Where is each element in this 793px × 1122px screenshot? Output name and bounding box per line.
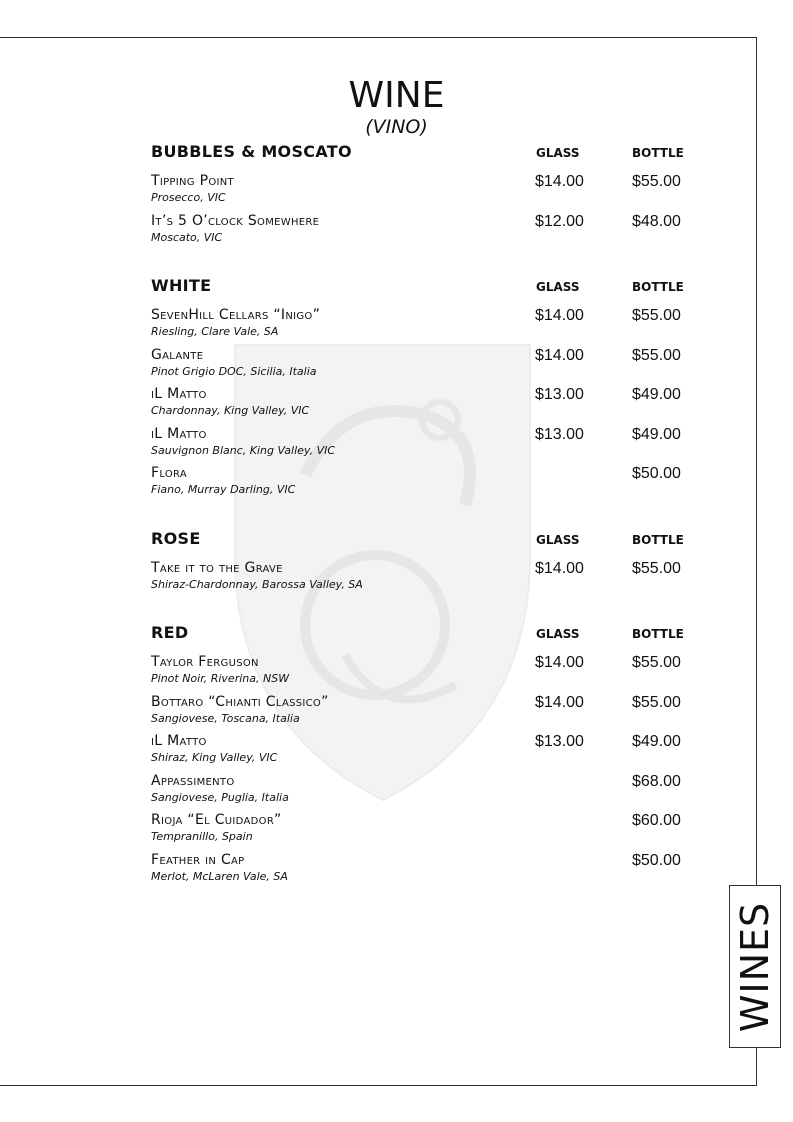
glass-price: $12.00 [535, 212, 584, 230]
glass-column-header: GLASS [536, 627, 580, 641]
section-header [151, 142, 711, 164]
wine-name: Rioja “El Cuidador” [151, 812, 282, 829]
section-header [151, 529, 711, 551]
section-title: BUBBLES & MOSCATO [151, 142, 352, 161]
glass-column-header: GLASS [536, 280, 580, 294]
bottle-price: $50.00 [632, 851, 681, 869]
wine-description: Sangiovese, Toscana, Italia [151, 711, 300, 725]
wine-name: Bottaro “Chianti Classico” [151, 693, 329, 710]
wine-name: Galante [151, 346, 204, 363]
wine-description: Chardonnay, King Valley, VIC [151, 404, 310, 418]
wine-name: Appassimento [151, 772, 235, 789]
bottle-price: $55.00 [632, 560, 681, 577]
wine-item [151, 347, 711, 387]
wine-item [151, 852, 711, 892]
glass-price: $13.00 [535, 425, 584, 443]
menu-subtitle: (VINO) [365, 116, 428, 138]
wine-description: Pinot Noir, Riverina, NSW [151, 672, 290, 685]
wine-name: It’s 5 O’clock Somewhere [151, 212, 320, 229]
wine-description: Sangiovese, Puglia, Italia [151, 790, 289, 804]
glass-price: $14.00 [535, 693, 584, 711]
bottle-price: $50.00 [632, 465, 681, 483]
page-border-right-lower [756, 1048, 757, 1086]
glass-column-header: GLASS [536, 146, 580, 160]
glass-price: $14.00 [535, 654, 584, 671]
section-bubbles-moscato [151, 142, 711, 252]
bottle-column-header: BOTTLE [632, 146, 684, 160]
glass-price: $14.00 [535, 346, 584, 364]
bottle-column-header: BOTTLE [632, 533, 684, 547]
wine-description: Fiano, Murray Darling, VIC [151, 483, 296, 497]
wine-item [151, 213, 711, 253]
wine-description: Shiraz-Chardonnay, Barossa Valley, SA [151, 578, 363, 591]
wine-name: iL Matto [151, 425, 207, 442]
section-title: RED [151, 623, 189, 642]
bottle-price: $55.00 [632, 346, 681, 364]
page-border-bottom [0, 1085, 757, 1086]
bottle-price: $68.00 [632, 772, 681, 790]
wine-name: Taylor Ferguson [151, 654, 259, 670]
wine-name: Feather in Cap [151, 851, 245, 868]
glass-column-header: GLASS [536, 533, 580, 547]
section-red [151, 623, 711, 892]
wine-item [151, 307, 711, 347]
wine-item [151, 812, 711, 852]
glass-price: $13.00 [535, 386, 584, 404]
wine-item [151, 560, 711, 600]
wine-name: Flora [151, 465, 188, 482]
glass-price: $13.00 [535, 733, 584, 751]
section-rose [151, 529, 711, 600]
section-title: ROSE [151, 529, 201, 548]
page-border-right [756, 37, 757, 886]
bottle-price: $55.00 [632, 654, 681, 671]
wine-item [151, 386, 711, 426]
bottle-column-header: BOTTLE [632, 627, 684, 641]
wine-description: Sauvignon Blanc, King Valley, VIC [151, 443, 336, 457]
wine-description: Tempranillo, Spain [151, 830, 253, 844]
wine-item [151, 173, 711, 213]
bottle-column-header: BOTTLE [632, 280, 684, 294]
wine-name: iL Matto [151, 386, 207, 403]
wine-description: Riesling, Clare Vale, SA [151, 325, 279, 338]
wine-item [151, 694, 711, 734]
bottle-price: $60.00 [632, 812, 681, 830]
wine-name: Take it to the Grave [151, 560, 283, 576]
bottle-price: $55.00 [632, 693, 681, 711]
wine-name: SevenHill Cellars “Inigo” [151, 307, 321, 323]
page-border-top [0, 37, 756, 38]
bottle-price: $55.00 [632, 173, 681, 190]
bottle-price: $55.00 [632, 307, 681, 324]
wine-description: Pinot Grigio DOC, Sicilia, Italia [151, 364, 317, 378]
wine-item [151, 773, 711, 813]
wine-description: Prosecco, VIC [151, 191, 226, 204]
wine-description: Moscato, VIC [151, 230, 223, 244]
bottle-price: $48.00 [632, 212, 681, 230]
bottle-price: $49.00 [632, 425, 681, 443]
glass-price: $14.00 [535, 173, 584, 190]
section-header [151, 276, 711, 298]
bottle-price: $49.00 [632, 386, 681, 404]
wines-tab-label: WINES [733, 901, 777, 1032]
section-header [151, 623, 711, 645]
bottle-price: $49.00 [632, 733, 681, 751]
section-title: WHITE [151, 276, 212, 295]
menu-title: WINE [348, 75, 445, 116]
glass-price: $14.00 [535, 560, 584, 577]
wine-description: Merlot, McLaren Vale, SA [151, 869, 288, 883]
wine-item [151, 426, 711, 466]
wine-item [151, 654, 711, 694]
wines-side-tab[interactable] [729, 885, 781, 1048]
wine-item [151, 733, 711, 773]
wine-item [151, 465, 711, 505]
glass-price: $14.00 [535, 307, 584, 324]
wine-name: iL Matto [151, 733, 207, 750]
wine-name: Tipping Point [151, 173, 234, 189]
wine-description: Shiraz, King Valley, VIC [151, 751, 278, 765]
section-white [151, 276, 711, 505]
